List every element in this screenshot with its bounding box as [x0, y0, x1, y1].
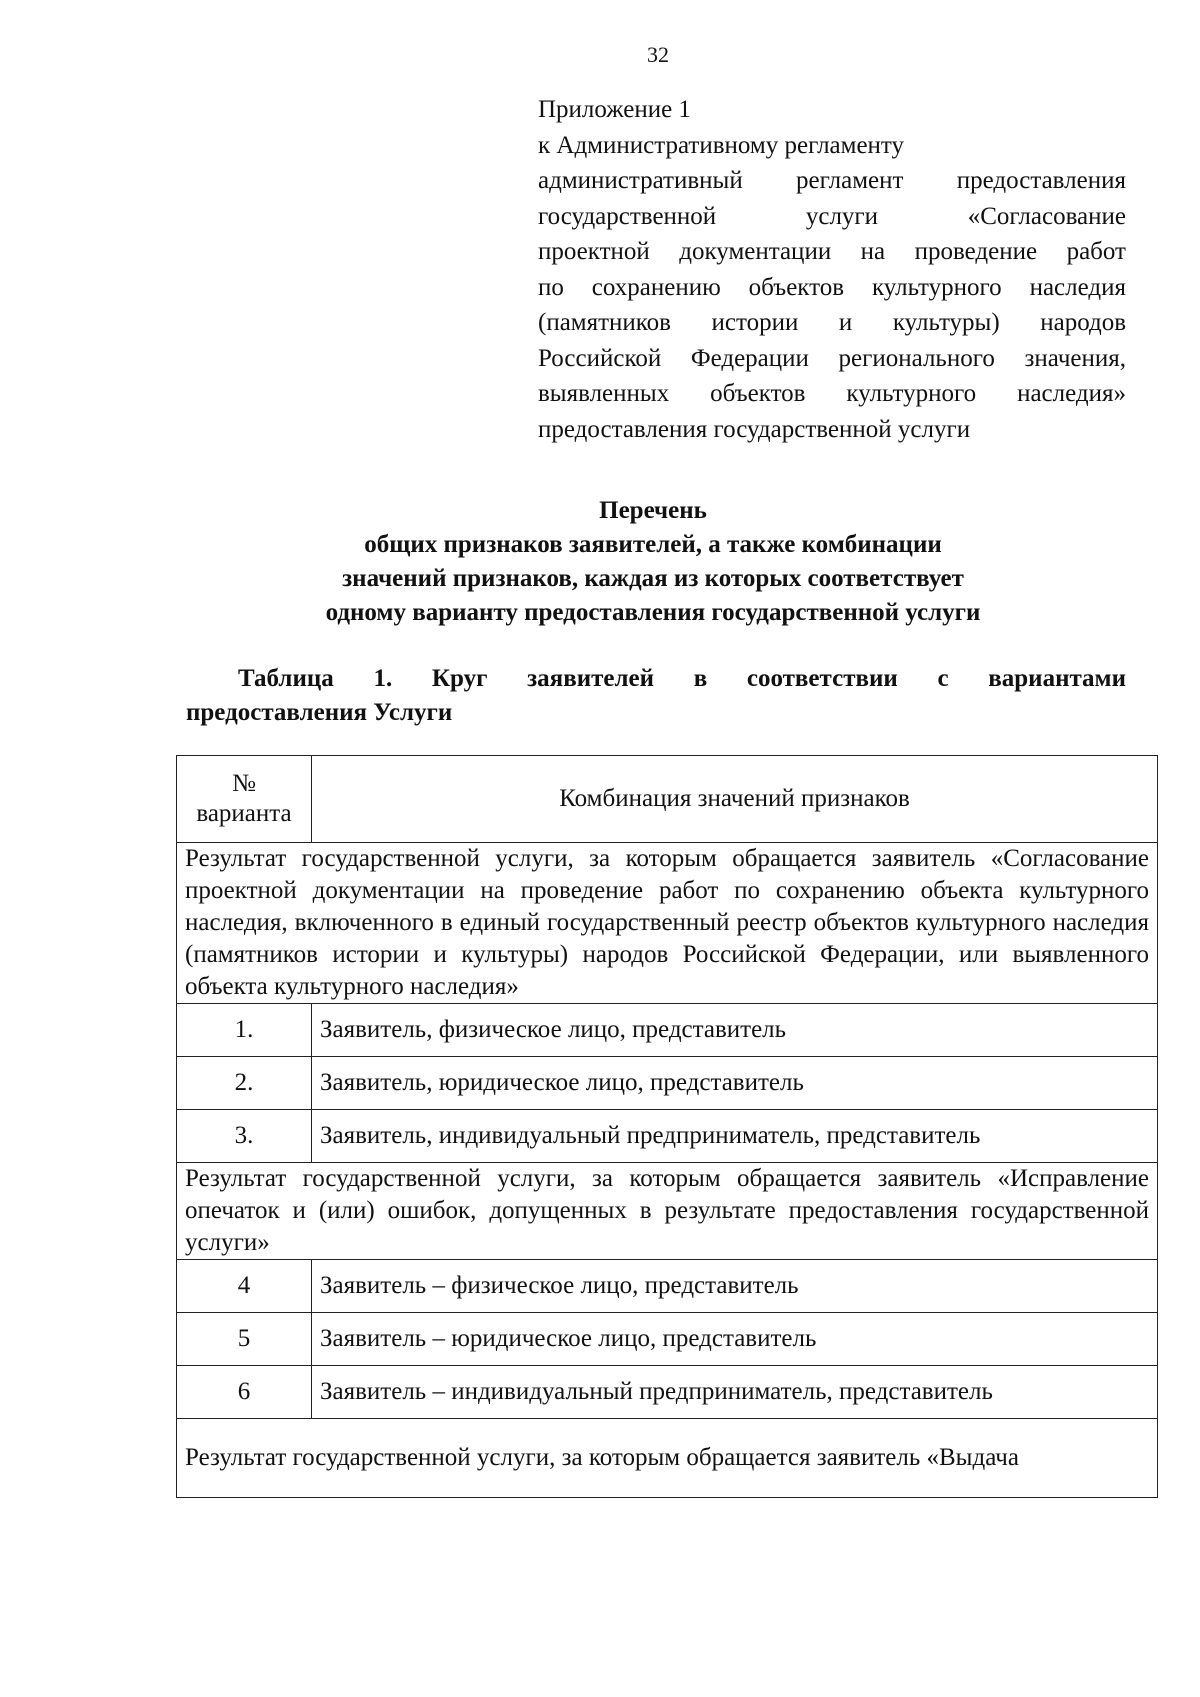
- table-caption-line: предоставления Услуги: [186, 699, 453, 726]
- header-num-symbol: №: [232, 770, 256, 797]
- header-combination: Комбинация значений признаков: [312, 756, 1158, 843]
- table-caption: [186, 662, 1126, 730]
- variant-combination: Заявитель – индивидуальный предприниматель, представитель: [312, 1366, 1158, 1419]
- appendix-header: [538, 92, 1126, 447]
- section-result-approval: Результат государственной услуги, за которым обращается заявитель «Согласование проектной документации на проведение работ по сохранению объекта культурного наследия, включенного в единый государственный реестр объектов культурного наследия (памятников истории и культуры) народов Российской Федерации, или выявленного объекта культурного наследия»: [177, 843, 1158, 1004]
- section-row: [177, 843, 1158, 1004]
- table-row: [177, 1260, 1158, 1313]
- variant-number: 6: [177, 1366, 312, 1419]
- table-row: [177, 1110, 1158, 1163]
- variant-combination: Заявитель, юридическое лицо, представитель: [312, 1057, 1158, 1110]
- variant-combination: Заявитель – физическое лицо, представитель: [312, 1260, 1158, 1313]
- table-row: [177, 1057, 1158, 1110]
- title-line: Перечень: [599, 497, 707, 524]
- table-row: [177, 1366, 1158, 1419]
- appendix-line: проектной документации на проведение работ: [538, 238, 1126, 265]
- variants-table: [176, 755, 1158, 1498]
- appendix-line: к Административному регламенту: [538, 131, 905, 159]
- variant-number: 2.: [177, 1057, 312, 1110]
- title-line: значений признаков, каждая из которых соответствует: [342, 565, 964, 592]
- appendix-line: Приложение 1: [538, 96, 691, 123]
- appendix-line: по сохранению объектов культурного наследия: [538, 273, 1126, 301]
- variant-number: 4: [177, 1260, 312, 1313]
- variant-number: 3.: [177, 1110, 312, 1163]
- section-row: [177, 1163, 1158, 1260]
- variant-combination: Заявитель – юридическое лицо, представитель: [312, 1313, 1158, 1366]
- variant-number: 1.: [177, 1004, 312, 1057]
- variant-combination: Заявитель, индивидуальный предприниматель, представитель: [312, 1110, 1158, 1163]
- section-row: [177, 1419, 1158, 1498]
- variant-number: 5: [177, 1313, 312, 1366]
- header-num-label: варианта: [196, 800, 292, 827]
- variant-combination: Заявитель, физическое лицо, представитель: [312, 1004, 1158, 1057]
- table-header-row: [177, 756, 1158, 843]
- appendix-line: административный регламент предоставления: [538, 167, 1126, 194]
- appendix-line: выявленных объектов культурного наследия»: [538, 380, 1126, 407]
- title-line: общих признаков заявителей, а также комбинации: [364, 531, 942, 558]
- document-title: [180, 494, 1126, 630]
- section-result-issuance: Результат государственной услуги, за которым обращается заявитель «Выдача: [177, 1419, 1158, 1498]
- section-result-corrections: Результат государственной услуги, за которым обращается заявитель «Исправление опечаток и (или) ошибок, допущенных в результате предоставления государственной услуги»: [177, 1163, 1158, 1260]
- table-row: [177, 1004, 1158, 1057]
- appendix-line: (памятников истории и культуры) народов: [538, 309, 1126, 336]
- title-line: одному варианту предоставления государственной услуги: [325, 599, 981, 626]
- table-row: [177, 1313, 1158, 1366]
- appendix-line: Российской Федерации регионального значения,: [538, 344, 1126, 372]
- table-caption-line: Таблица 1. Круг заявителей в соответствии с вариантами: [238, 665, 1126, 692]
- appendix-line: предоставления государственной услуги: [538, 415, 971, 443]
- header-variant-number: [177, 756, 312, 843]
- page-number: 32: [647, 42, 669, 67]
- appendix-line: государственной услуги «Согласование: [538, 202, 1126, 230]
